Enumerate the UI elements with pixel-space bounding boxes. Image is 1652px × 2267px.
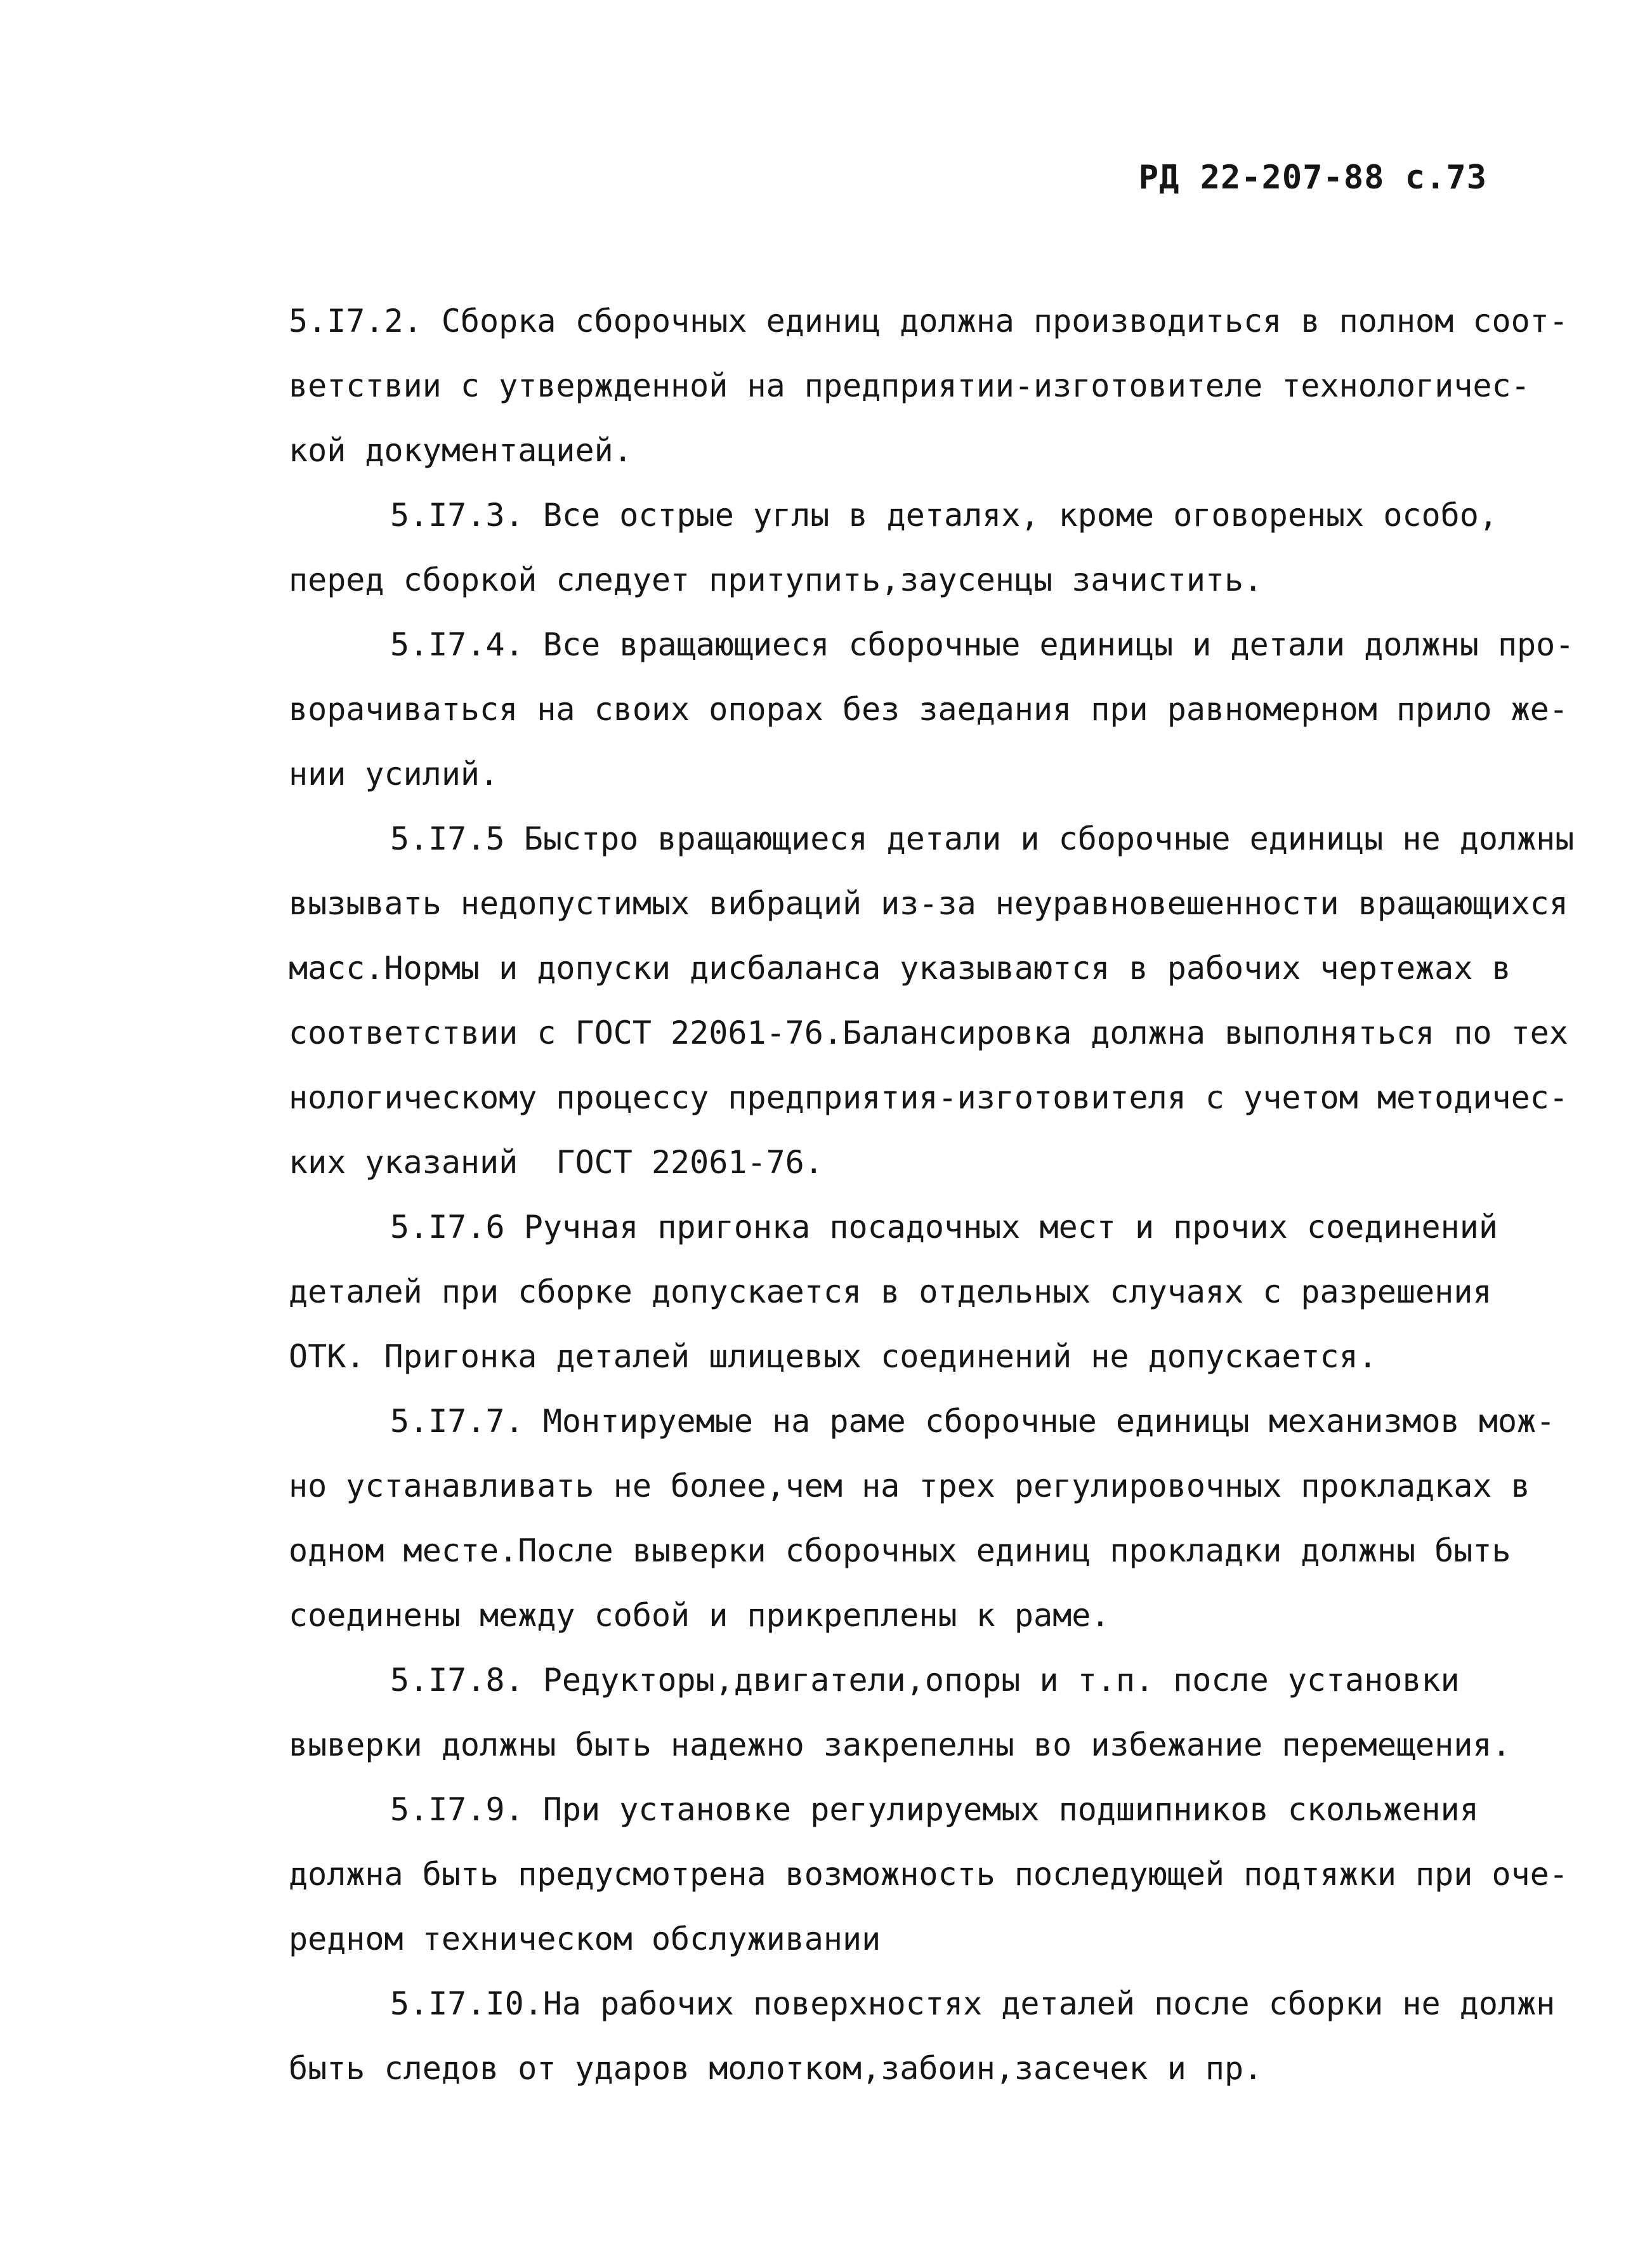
page-header-code: РД 22-207-88 с.73	[1138, 159, 1487, 197]
text-line: 5.I7.7. Монтируемые на раме сборочные единицы механизмов мож-	[390, 1403, 1556, 1440]
paragraph-5-17-2	[289, 289, 1602, 483]
text-line: 5.I7.5 Быстро вращающиеся детали и сборочные единицы не должны	[390, 820, 1575, 857]
document-body	[289, 289, 1602, 2101]
text-line: редном техническом обслуживании	[289, 1921, 881, 1957]
text-line: 5.I7.8. Редукторы,двигатели,опоры и т.п. после установки	[390, 1662, 1460, 1699]
text-line: 5.I7.6 Ручная пригонка посадочных мест и прочих соединений	[390, 1209, 1498, 1245]
text-line: деталей при сборке допускается в отдельных случаях с разрешения	[289, 1273, 1492, 1310]
text-line: должна быть предусмотрена возможность последующей подтяжки при оче-	[289, 1856, 1568, 1893]
paragraph-5-17-9	[289, 1777, 1602, 1971]
text-line: 5.I7.I0.На рабочих поверхностях деталей после сборки не должн	[390, 1985, 1556, 2022]
paragraph-5-17-8	[289, 1648, 1602, 1777]
paragraph-5-17-3	[289, 483, 1602, 612]
text-line: нологическому процессу предприятия-изготовителя с учетом методичес-	[289, 1079, 1568, 1116]
text-line: 5.I7.2. Сборка сборочных единиц должна производиться в полном соот-	[289, 303, 1568, 339]
paragraph-5-17-10	[289, 1971, 1602, 2101]
paragraph-5-17-5	[289, 806, 1602, 1195]
text-line: одном месте.После выверки сборочных единиц прокладки должны быть	[289, 1532, 1511, 1569]
text-line: выверки должны быть надежно закрепелны во избежание перемещения.	[289, 1726, 1511, 1763]
text-line: вызывать недопустимых вибраций из-за неуравновешенности вращающихся	[289, 885, 1568, 922]
text-line: перед сборкой следует притупить,заусенцы зачистить.	[289, 562, 1263, 598]
text-line: ких указаний ГОСТ 22061-76.	[289, 1144, 823, 1181]
paragraph-5-17-7	[289, 1389, 1602, 1648]
text-line: быть следов от ударов молотком,забоин,засечек и пр.	[289, 2050, 1263, 2087]
paragraph-5-17-6	[289, 1195, 1602, 1389]
text-line: масс.Нормы и допуски дисбаланса указываются в рабочих чертежах в	[289, 950, 1511, 987]
text-line: соединены между собой и прикреплены к раме.	[289, 1597, 1110, 1634]
text-line: 5.I7.4. Все вращающиеся сборочные единицы и детали должны про-	[390, 626, 1575, 663]
paragraph-5-17-4	[289, 612, 1602, 806]
text-line: ветствии с утвержденной на предприятии-изготовителе технологичес-	[289, 367, 1530, 404]
text-line: нии усилий.	[289, 756, 499, 792]
text-line: 5.I7.9. При установке регулируемых подшипников скольжения	[390, 1791, 1479, 1828]
text-line: кой документацией.	[289, 432, 633, 469]
text-line: но устанавливать не более,чем на трех регулировочных прокладках в	[289, 1468, 1530, 1504]
text-line: ОТК. Пригонка деталей шлицевых соединений не допускается.	[289, 1338, 1377, 1375]
text-line: соответствии с ГОСТ 22061-76.Балансировка должна выполняться по тех	[289, 1015, 1568, 1051]
text-line: 5.I7.3. Все острые углы в деталях, кроме оговореных особо,	[390, 497, 1498, 534]
text-line: ворачиваться на своих опорах без заедания при равномерном прило же-	[289, 691, 1568, 728]
